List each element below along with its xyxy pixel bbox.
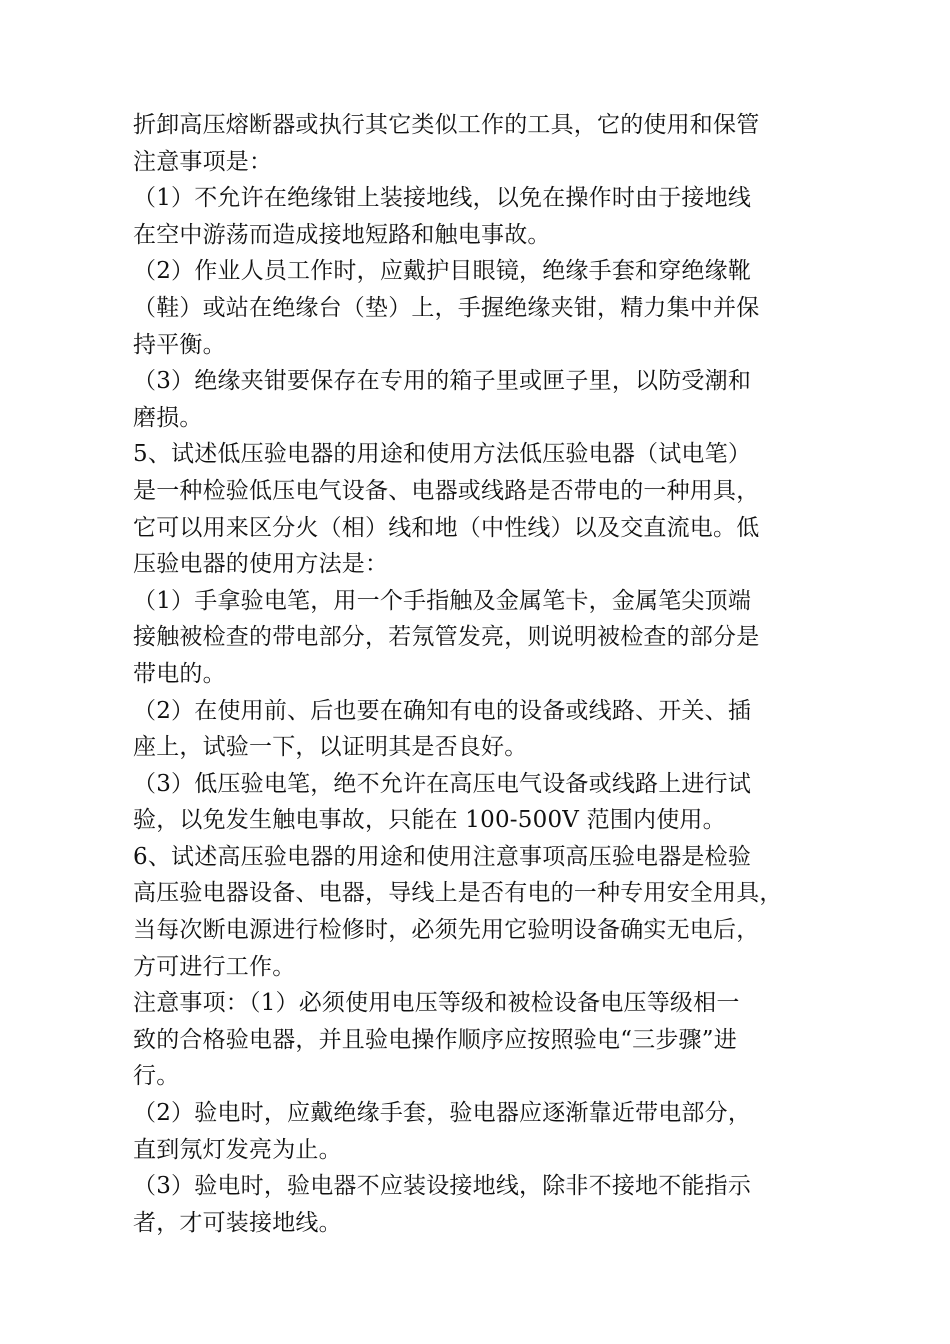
text-line: 在空中游荡而造成接地短路和触电事故。: [133, 221, 551, 248]
text-line: 注意事项是：: [133, 148, 273, 175]
text-line: 高压验电器设备、电器，导线上是否有电的一种专用安全用具，: [133, 880, 783, 907]
paragraph-high-voltage-note-2: [133, 1095, 833, 1168]
text-line: 6、试述高压验电器的用途和使用注意事项高压验电器是检验: [133, 843, 752, 870]
text-line: （2）验电时，应戴绝缘手套，验电器应逐渐靠近带电部分，: [133, 1100, 752, 1127]
text-line: （3）低压验电笔，绝不允许在高压电气设备或线路上进行试: [133, 770, 752, 797]
text-line: 致的合格验电器，并且验电操作顺序应按照验电“三步骤”进: [133, 1026, 737, 1053]
text-line: 接触被检查的带电部分，若氖管发亮，则说明被检查的部分是: [133, 624, 760, 651]
text-line: 磨损。: [133, 404, 203, 431]
paragraph-tool-intro: [133, 107, 833, 180]
text-line: 当每次断电源进行检修时，必须先用它验明设备确实无电后，: [133, 917, 760, 944]
text-line: 者，才可装接地线。: [133, 1209, 342, 1236]
text-line: 注意事项：（1）必须使用电压等级和被检设备电压等级相一: [133, 990, 740, 1017]
text-line: 验，以免发生触电事故，只能在 100-500V 范围内使用。: [133, 807, 726, 834]
paragraph-low-voltage-step-3: [133, 766, 833, 839]
text-line: （鞋）或站在绝缘台（垫）上，手握绝缘夹钳，精力集中并保: [133, 294, 760, 321]
text-line: 带电的。: [133, 660, 226, 687]
document-body: [133, 107, 833, 1241]
text-line: 持平衡。: [133, 331, 226, 358]
text-line: （3）验电时，验电器不应装设接地线，除非不接地不能指示: [133, 1173, 752, 1200]
text-line: 行。: [133, 1063, 180, 1090]
text-line: 它可以用来区分火（相）线和地（中性线）以及交直流电。低: [133, 514, 760, 541]
text-line: 是一种检验低压电气设备、电器或线路是否带电的一种用具，: [133, 477, 760, 504]
paragraph-question-5: [133, 436, 833, 582]
paragraph-low-voltage-step-1: [133, 583, 833, 693]
text-line: 直到氖灯发亮为止。: [133, 1136, 342, 1163]
text-line: （1）不允许在绝缘钳上装接地线，以免在操作时由于接地线: [133, 185, 752, 212]
text-line: （2）作业人员工作时，应戴护目眼镜，绝缘手套和穿绝缘靴: [133, 258, 752, 285]
text-line: （2）在使用前、后也要在确知有电的设备或线路、开关、插: [133, 697, 752, 724]
paragraph-low-voltage-step-2: [133, 693, 833, 766]
paragraph-question-6: [133, 839, 833, 985]
text-line: 压验电器的使用方法是：: [133, 551, 389, 578]
text-line: 折卸高压熔断器或执行其它类似工作的工具，它的使用和保管: [133, 112, 760, 138]
paragraph-clamp-note-3: [133, 363, 833, 436]
paragraph-clamp-note-1: [133, 180, 833, 253]
text-line: 座上，试验一下，以证明其是否良好。: [133, 734, 528, 761]
paragraph-high-voltage-note-1: [133, 985, 833, 1095]
text-line: 5、试述低压验电器的用途和使用方法低压验电器（试电笔）: [133, 441, 752, 468]
text-line: （3）绝缘夹钳要保存在专用的箱子里或匣子里，以防受潮和: [133, 368, 752, 395]
text-line: （1）手拿验电笔，用一个手指触及金属笔卡，金属笔尖顶端: [133, 587, 752, 614]
text-line: 方可进行工作。: [133, 953, 296, 980]
paragraph-clamp-note-2: [133, 253, 833, 363]
paragraph-high-voltage-note-3: [133, 1168, 833, 1241]
